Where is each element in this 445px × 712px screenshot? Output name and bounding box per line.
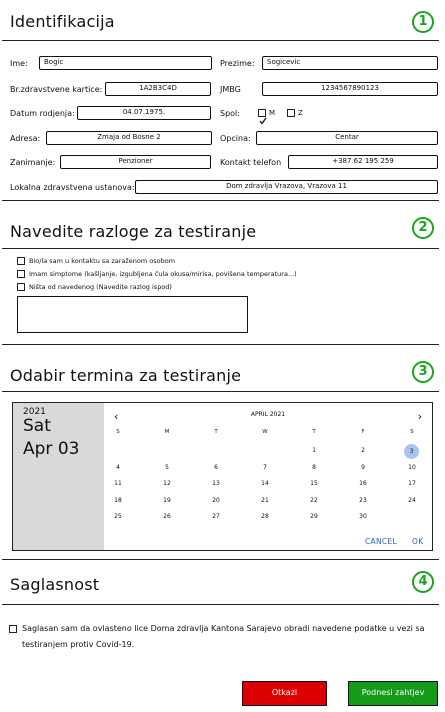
calendar-day[interactable]: 13 bbox=[212, 480, 220, 487]
ime-label: Ime: bbox=[10, 59, 28, 68]
calendar-day[interactable]: 5 bbox=[165, 463, 169, 471]
calendar-day[interactable]: 28 bbox=[261, 513, 269, 520]
calendar-day[interactable]: 2 bbox=[361, 447, 365, 454]
calendar-day[interactable]: 17 bbox=[408, 480, 416, 487]
ustanova-field[interactable]: Dom zdravlja Vrazova, Vrazova 11 bbox=[135, 180, 438, 194]
divider bbox=[2, 344, 439, 345]
reason-other-checkbox[interactable] bbox=[17, 283, 25, 291]
reason-symptoms-label: Imam simptome (kašljanje, izgubljena čula okusa/mirisa, povišena temperatura...) bbox=[29, 270, 297, 278]
check-icon bbox=[259, 117, 267, 125]
calendar-day[interactable]: 12 bbox=[163, 480, 171, 487]
calendar-day[interactable]: 20 bbox=[212, 496, 220, 504]
calendar-day[interactable]: 29 bbox=[310, 513, 318, 520]
weekday-header: F bbox=[361, 429, 365, 435]
calendar-day[interactable]: 27 bbox=[212, 513, 220, 520]
next-month-icon[interactable]: › bbox=[417, 410, 422, 423]
consent-checkbox[interactable] bbox=[9, 625, 17, 633]
calendar-day[interactable]: 7 bbox=[263, 463, 267, 471]
calendar-day[interactable]: 22 bbox=[310, 496, 318, 504]
calendar-day[interactable]: 19 bbox=[163, 496, 171, 504]
calendar-day[interactable]: 4 bbox=[116, 463, 120, 471]
kartica-field[interactable]: 1A2B3C4D bbox=[105, 82, 211, 96]
divider bbox=[2, 559, 439, 560]
prezime-field[interactable]: Sogicevic bbox=[262, 56, 438, 70]
divider bbox=[2, 604, 439, 605]
zanimanje-field[interactable]: Penzioner bbox=[60, 155, 211, 169]
calendar-day[interactable]: 21 bbox=[261, 496, 269, 504]
reasons-title: Navedite razloge za testiranje bbox=[10, 222, 257, 241]
calendar-day[interactable]: 25 bbox=[114, 513, 122, 520]
datum-field[interactable]: 04.07.1975. bbox=[77, 106, 211, 120]
datum-label: Datum rodjenja: bbox=[10, 109, 75, 118]
adresa-label: Adresa: bbox=[10, 134, 41, 143]
calendar-day[interactable]: 10 bbox=[408, 463, 416, 471]
weekday-header: M bbox=[164, 429, 170, 435]
prev-month-icon[interactable]: ‹ bbox=[114, 410, 119, 423]
prezime-label: Prezime: bbox=[220, 59, 255, 68]
divider bbox=[2, 248, 439, 249]
cancel-button[interactable]: Otkazi bbox=[242, 681, 327, 706]
consent-title: Saglasnost bbox=[10, 575, 100, 594]
date-picker-header bbox=[13, 403, 104, 550]
date-picker bbox=[12, 402, 433, 551]
calendar-day[interactable]: 11 bbox=[114, 480, 122, 487]
selected-year[interactable]: 2021 bbox=[23, 407, 46, 417]
adresa-field[interactable]: Zmaja od Bosne 2 bbox=[46, 131, 212, 145]
kartica-label: Br.zdravstvene kartice: bbox=[10, 85, 103, 94]
divider bbox=[2, 391, 439, 392]
selected-date: Apr 03 bbox=[23, 439, 80, 459]
calendar-day-selected[interactable]: 3 bbox=[404, 444, 419, 459]
divider bbox=[2, 40, 439, 41]
jmbg-label: JMBG bbox=[220, 85, 241, 94]
spol-z-label: Z bbox=[298, 109, 303, 117]
zanimanje-label: Zanimanje: bbox=[10, 158, 56, 167]
reason-contact-label: Bio/la sam u kontaktu sa zaraženom osobom bbox=[29, 257, 176, 265]
spol-m-label: M bbox=[269, 109, 276, 117]
reason-symptoms-checkbox[interactable] bbox=[17, 270, 25, 278]
calendar-day[interactable]: 26 bbox=[163, 513, 171, 520]
reason-contact-checkbox[interactable] bbox=[17, 257, 25, 265]
opcina-label: Opcina: bbox=[220, 134, 251, 143]
calendar-ok-button[interactable]: OK bbox=[412, 537, 424, 546]
spol-z-checkbox[interactable] bbox=[287, 109, 295, 117]
ime-field[interactable]: Bogic bbox=[39, 56, 212, 70]
calendar-day[interactable]: 18 bbox=[114, 496, 122, 504]
consent-text: Saglasan sam da ovlasteno lice Doma zdravlja Kantona Sarajevo obradi navedene podatke u vezi sa testiranjem protiv Covid-19. bbox=[22, 624, 425, 649]
month-label: APRIL 2021 bbox=[250, 411, 286, 418]
calendar-day[interactable]: 6 bbox=[214, 463, 218, 471]
reason-textarea[interactable] bbox=[17, 296, 248, 333]
calendar-day[interactable]: 14 bbox=[261, 480, 269, 487]
calendar-day[interactable]: 1 bbox=[312, 447, 316, 454]
calendar-day[interactable]: 16 bbox=[359, 480, 367, 487]
ustanova-label: Lokalna zdravstvena ustanova: bbox=[10, 183, 135, 192]
weekday-header: S bbox=[116, 429, 120, 435]
step-2-badge: 2 bbox=[412, 217, 434, 239]
appointment-title: Odabir termina za testiranje bbox=[10, 366, 242, 385]
step-3-badge: 3 bbox=[412, 361, 434, 383]
telefon-field[interactable]: +387 62 195 259 bbox=[288, 155, 438, 169]
weekday-header: T bbox=[312, 429, 316, 435]
step-4-badge: 4 bbox=[412, 571, 434, 593]
spol-m-checkbox[interactable] bbox=[258, 109, 266, 117]
jmbg-field[interactable]: 1234567890123 bbox=[262, 82, 438, 96]
calendar-grid bbox=[104, 403, 432, 550]
step-1-badge: 1 bbox=[412, 11, 434, 33]
reason-other-label: Ništa od navedenog (Navedite razlog ispod) bbox=[29, 283, 172, 291]
selected-weekday: Sat bbox=[23, 416, 51, 436]
weekday-header: T bbox=[214, 429, 218, 435]
divider bbox=[2, 200, 439, 201]
calendar-day[interactable]: 15 bbox=[310, 480, 318, 487]
spol-label: Spol: bbox=[220, 109, 240, 118]
weekday-header: W bbox=[262, 429, 268, 435]
calendar-day[interactable]: 24 bbox=[408, 496, 416, 504]
weekday-header: S bbox=[410, 429, 414, 435]
calendar-day[interactable]: 23 bbox=[359, 496, 367, 504]
calendar-day[interactable]: 8 bbox=[312, 463, 316, 471]
calendar-day[interactable]: 30 bbox=[359, 513, 367, 520]
telefon-label: Kontakt telefon bbox=[220, 158, 282, 167]
submit-button[interactable]: Podnesi zahtjev bbox=[348, 681, 438, 706]
opcina-field[interactable]: Centar bbox=[256, 131, 438, 145]
calendar-cancel-button[interactable]: CANCEL bbox=[365, 537, 397, 546]
calendar-day[interactable]: 9 bbox=[361, 463, 365, 471]
identification-title: Identifikacija bbox=[10, 12, 115, 31]
